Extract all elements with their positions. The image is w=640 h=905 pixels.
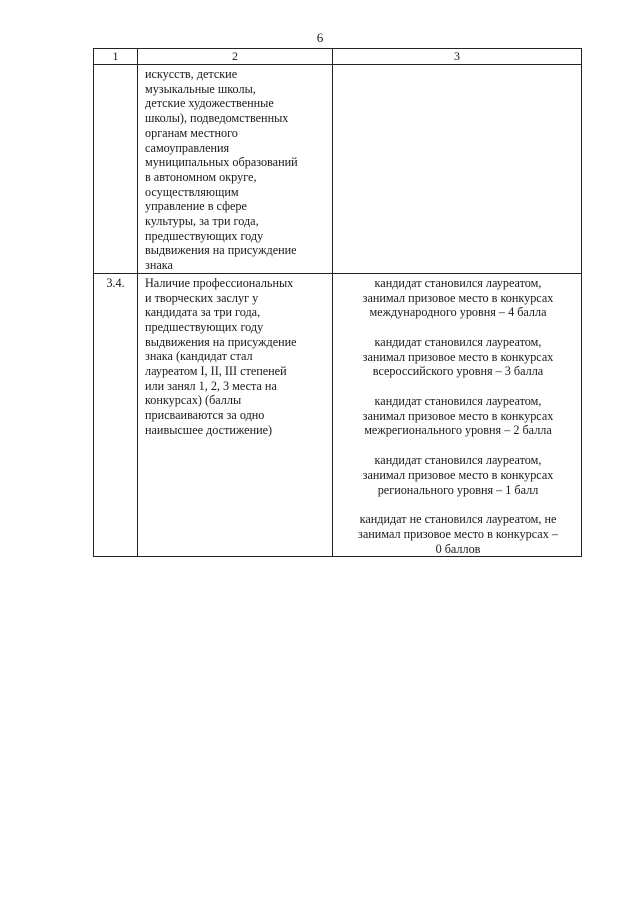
column-header-2: 2 xyxy=(138,49,333,65)
score-option: кандидат не становился лауреатом, не занимал призовое место в конкурсах – 0 баллов xyxy=(358,512,558,556)
table-row xyxy=(94,273,582,557)
column-header-3: 3 xyxy=(333,49,582,65)
row-number xyxy=(94,65,138,274)
row-number: 3.4. xyxy=(94,273,138,557)
criterion-cell xyxy=(138,273,333,557)
criteria-table xyxy=(93,48,582,557)
score-option: кандидат становился лауреатом, занимал призовое место в конкурсах регионального уровня – 1 балл xyxy=(362,453,554,497)
score-option: кандидат становился лауреатом, занимал призовое место в конкурсах межрегионального уровня – 2 балла xyxy=(362,394,554,438)
score-option: кандидат становился лауреатом, занимал призовое место в конкурсах всероссийского уровня – 3 балла xyxy=(362,334,554,379)
table-header-row xyxy=(94,49,582,65)
criterion-text: Наличие профессиональных и творческих заслуг у кандидата за три года, предшествующих году выдвижения на присуждение знака (кандидат стал лауреатом I, II, III степеней или занял 1, 2, 3 места на конкурсах) (баллы присваиваются за одно наивысшее достижение) xyxy=(145,275,297,437)
scores-cell xyxy=(333,65,582,274)
criterion-cell xyxy=(138,65,333,274)
page-number: 6 xyxy=(316,30,324,45)
column-header-1: 1 xyxy=(94,49,138,65)
criterion-text: искусств, детские музыкальные школы, детские художественные школы), подведомственных органам местного самоуправления муниципальных образований в автономном округе, осуществляющим управление в сфере культуры, за три года, предшествующих году выдвижения на присуждение знака xyxy=(145,67,298,273)
scores-cell xyxy=(333,273,582,557)
score-option: кандидат становился лауреатом, занимал призовое место в конкурсах международного уровня – 4 балла xyxy=(362,275,554,320)
table-row xyxy=(94,65,582,274)
